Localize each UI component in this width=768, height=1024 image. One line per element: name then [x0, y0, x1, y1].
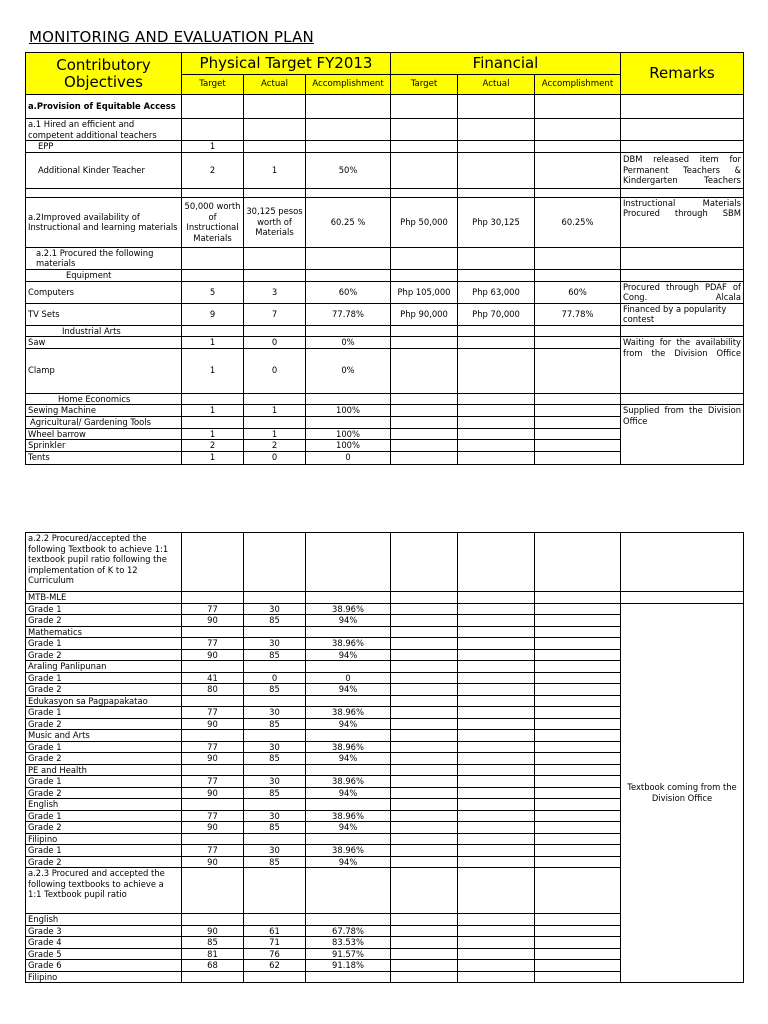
phys-accomplishment [306, 764, 391, 776]
phys-actual: 62 [244, 960, 306, 972]
row-label: English [26, 914, 182, 926]
header-physical: Physical Target FY2013 [182, 53, 391, 75]
row-label: a.2.3 Procured and accepted the following textbooks to achieve a 1:1 Textbook pupil ratio [26, 868, 182, 914]
phys-actual: 0 [244, 672, 306, 684]
phys-accomplishment: 38.96% [306, 603, 391, 615]
row-label: Grade 3 [26, 925, 182, 937]
table-row [26, 247, 744, 269]
remarks: Procured through PDAF of Cong. Alcala [621, 281, 744, 303]
phys-actual: 1 [244, 405, 306, 417]
phys-accomplishment: 100% [306, 428, 391, 440]
header-phys-accomplishment: Accomplishment [306, 75, 391, 95]
phys-target: 90 [182, 856, 244, 868]
phys-actual: 71 [244, 937, 306, 949]
fin-target: Php 50,000 [391, 197, 458, 247]
phys-target [182, 661, 244, 673]
phys-accomplishment: 38.96% [306, 810, 391, 822]
phys-target: 90 [182, 753, 244, 765]
phys-actual: 1 [244, 152, 306, 188]
phys-actual: 85 [244, 684, 306, 696]
row-label: Industrial Arts [26, 325, 182, 337]
phys-actual [244, 833, 306, 845]
phys-target [182, 626, 244, 638]
phys-target: 90 [182, 649, 244, 661]
header-remarks: Remarks [621, 53, 744, 95]
table-row [26, 281, 744, 303]
remarks: Waiting for the availability from the Division Office [621, 337, 744, 394]
phys-actual: 85 [244, 649, 306, 661]
row-label: Grade 2 [26, 787, 182, 799]
phys-target: 5 [182, 281, 244, 303]
row-label: Grade 5 [26, 948, 182, 960]
fin-actual: Php 30,125 [458, 197, 535, 247]
row-label: Equipment [26, 269, 182, 281]
phys-target: 77 [182, 603, 244, 615]
phys-target: 85 [182, 937, 244, 949]
phys-accomplishment: 94% [306, 822, 391, 834]
phys-actual: 30 [244, 707, 306, 719]
row-label: PE and Health [26, 764, 182, 776]
phys-actual: 30 [244, 845, 306, 857]
row-label: Tents [26, 451, 182, 464]
row-label: Grade 1 [26, 603, 182, 615]
phys-accomplishment: 0% [306, 337, 391, 349]
table-row [26, 303, 744, 325]
phys-actual [244, 799, 306, 811]
phys-target: 2 [182, 440, 244, 452]
phys-accomplishment: 38.96% [306, 741, 391, 753]
row-label: Grade 2 [26, 684, 182, 696]
phys-actual: 30 [244, 810, 306, 822]
row-label: Filipino [26, 833, 182, 845]
phys-accomplishment [306, 833, 391, 845]
row-label: Music and Arts [26, 730, 182, 742]
document-title: MONITORING AND EVALUATION PLAN [29, 28, 314, 46]
phys-actual: 30 [244, 741, 306, 753]
row-label: Sewing Machine [26, 405, 182, 417]
remarks: Supplied from the Division Office [621, 405, 744, 465]
row-label: English [26, 799, 182, 811]
row-label: Grade 2 [26, 718, 182, 730]
phys-accomplishment: 60% [306, 281, 391, 303]
phys-accomplishment: 94% [306, 649, 391, 661]
remarks: Instructional Materials Procured through SBM [621, 197, 744, 247]
phys-actual [244, 764, 306, 776]
phys-accomplishment: 94% [306, 615, 391, 627]
table-row [26, 95, 744, 119]
phys-actual: 30 [244, 776, 306, 788]
table-row [26, 405, 744, 417]
phys-target [182, 764, 244, 776]
table-row [26, 119, 744, 141]
phys-target: 2 [182, 152, 244, 188]
phys-accomplishment: 83.53% [306, 937, 391, 949]
phys-actual: 85 [244, 822, 306, 834]
phys-target [182, 971, 244, 983]
phys-target [182, 833, 244, 845]
phys-actual: 61 [244, 925, 306, 937]
phys-actual: 76 [244, 948, 306, 960]
row-label: Additional Kinder Teacher [26, 152, 182, 188]
row-label: Saw [26, 337, 182, 349]
table-row [26, 269, 744, 281]
row-label: Grade 1 [26, 672, 182, 684]
row-label: Grade 6 [26, 960, 182, 972]
row-label: Home Economics [26, 393, 182, 405]
phys-accomplishment: 91.18% [306, 960, 391, 972]
phys-accomplishment: 100% [306, 405, 391, 417]
phys-actual: 85 [244, 718, 306, 730]
phys-target: 50,000 worth of Instructional Materials [182, 197, 244, 247]
row-label: Computers [26, 281, 182, 303]
fin-accomplishment: 60.25% [535, 197, 621, 247]
header-fin-accomplishment: Accomplishment [535, 75, 621, 95]
row-label: Wheel barrow [26, 428, 182, 440]
row-label: Edukasyon sa Pagpapakatao [26, 695, 182, 707]
phys-target: 77 [182, 810, 244, 822]
phys-accomplishment: 38.96% [306, 845, 391, 857]
phys-target: 9 [182, 303, 244, 325]
table-row [26, 603, 744, 615]
phys-accomplishment: 38.96% [306, 638, 391, 650]
phys-actual [244, 592, 306, 604]
phys-accomplishment [306, 730, 391, 742]
phys-target: 90 [182, 925, 244, 937]
textbook-table [25, 532, 744, 983]
row-label: Grade 1 [26, 741, 182, 753]
row-label: Grade 4 [26, 937, 182, 949]
row-label: Grade 2 [26, 615, 182, 627]
phys-accomplishment: 100% [306, 440, 391, 452]
phys-actual: 85 [244, 753, 306, 765]
phys-target: 77 [182, 845, 244, 857]
row-label: Araling Panlipunan [26, 661, 182, 673]
phys-accomplishment [306, 592, 391, 604]
phys-accomplishment: 94% [306, 753, 391, 765]
row-label: Grade 1 [26, 845, 182, 857]
phys-target: 77 [182, 707, 244, 719]
table-row [26, 325, 744, 337]
phys-actual: 85 [244, 787, 306, 799]
phys-accomplishment: 67.78% [306, 925, 391, 937]
table-row [26, 197, 744, 247]
phys-actual [244, 971, 306, 983]
table-row [26, 393, 744, 405]
header-phys-actual: Actual [244, 75, 306, 95]
phys-accomplishment: 94% [306, 718, 391, 730]
phys-actual: 3 [244, 281, 306, 303]
phys-target [182, 592, 244, 604]
remarks: Textbook coming from the Division Office [621, 603, 744, 983]
fin-target: Php 105,000 [391, 281, 458, 303]
table-row [26, 188, 744, 197]
phys-accomplishment: 0% [306, 348, 391, 393]
header-financial: Financial [391, 53, 621, 75]
phys-target: 1 [182, 405, 244, 417]
phys-accomplishment: 0 [306, 451, 391, 464]
phys-target [182, 799, 244, 811]
phys-actual: 85 [244, 856, 306, 868]
table-row [26, 152, 744, 188]
row-label: MTB-MLE [26, 592, 182, 604]
row-label: Grade 2 [26, 753, 182, 765]
phys-target: 1 [182, 428, 244, 440]
phys-accomplishment: 38.96% [306, 776, 391, 788]
fin-actual: Php 70,000 [458, 303, 535, 325]
phys-accomplishment: 91.57% [306, 948, 391, 960]
phys-accomplishment: 50% [306, 152, 391, 188]
row-label: EPP [26, 141, 182, 153]
header-fin-target: Target [391, 75, 458, 95]
phys-actual: 2 [244, 440, 306, 452]
phys-accomplishment: 94% [306, 787, 391, 799]
row-label: Sprinkler [26, 440, 182, 452]
row-label: Grade 2 [26, 856, 182, 868]
phys-accomplishment: 94% [306, 684, 391, 696]
row-label: Clamp [26, 348, 182, 393]
phys-actual [244, 730, 306, 742]
phys-target: 1 [182, 337, 244, 349]
table-row [26, 592, 744, 604]
row-label: Grade 2 [26, 649, 182, 661]
phys-actual [244, 695, 306, 707]
phys-target: 80 [182, 684, 244, 696]
phys-actual: 85 [244, 615, 306, 627]
phys-accomplishment [306, 971, 391, 983]
phys-accomplishment [306, 626, 391, 638]
phys-actual [244, 914, 306, 926]
phys-accomplishment: 38.96% [306, 707, 391, 719]
phys-actual: 0 [244, 337, 306, 349]
phys-accomplishment [306, 695, 391, 707]
fin-accomplishment: 60% [535, 281, 621, 303]
phys-target: 90 [182, 718, 244, 730]
phys-accomplishment: 60.25 % [306, 197, 391, 247]
row-label: Grade 1 [26, 638, 182, 650]
header-objectives: Contributory Objectives [26, 53, 182, 95]
phys-target: 77 [182, 776, 244, 788]
phys-target: 1 [182, 348, 244, 393]
phys-actual: 7 [244, 303, 306, 325]
phys-accomplishment: 0 [306, 672, 391, 684]
phys-actual: 0 [244, 451, 306, 464]
section-heading: a.Provision of Equitable Access [26, 95, 182, 119]
phys-actual: 0 [244, 348, 306, 393]
phys-accomplishment [306, 799, 391, 811]
phys-target: 1 [182, 141, 244, 153]
phys-actual: 30 [244, 603, 306, 615]
table-row [26, 337, 744, 349]
row-label: TV Sets [26, 303, 182, 325]
remarks: Financed by a popularity contest [621, 303, 744, 325]
row-label: a.2.2 Procured/accepted the following Textbook to achieve 1:1 textbook pupil ratio following the implementation of K to 12 Curriculum [26, 533, 182, 592]
phys-target: 90 [182, 787, 244, 799]
row-label: Mathematics [26, 626, 182, 638]
phys-actual [244, 661, 306, 673]
phys-target [182, 914, 244, 926]
phys-accomplishment: 77.78% [306, 303, 391, 325]
phys-actual: 1 [244, 428, 306, 440]
row-label: Grade 1 [26, 707, 182, 719]
table-row [26, 141, 744, 153]
phys-accomplishment: 94% [306, 856, 391, 868]
phys-target: 41 [182, 672, 244, 684]
phys-target: 90 [182, 822, 244, 834]
phys-accomplishment [306, 661, 391, 673]
header-phys-target: Target [182, 75, 244, 95]
phys-target: 81 [182, 948, 244, 960]
phys-actual: 30,125 pesos worth of Materials [244, 197, 306, 247]
remarks: DBM released item for Permanent Teachers & Kindergarten Teachers [621, 152, 744, 188]
row-label: Grade 2 [26, 822, 182, 834]
phys-target [182, 730, 244, 742]
phys-actual [244, 626, 306, 638]
table-row [26, 533, 744, 592]
phys-accomplishment [306, 914, 391, 926]
row-label: Grade 1 [26, 776, 182, 788]
phys-target: 1 [182, 451, 244, 464]
row-label: Grade 1 [26, 810, 182, 822]
phys-target: 77 [182, 638, 244, 650]
fin-actual: Php 63,000 [458, 281, 535, 303]
header-fin-actual: Actual [458, 75, 535, 95]
row-label: a.1 Hired an efficient and competent additional teachers [26, 119, 182, 141]
monitoring-table [25, 52, 744, 465]
phys-target: 77 [182, 741, 244, 753]
row-label: a.2Improved availability of Instructional and learning materials [26, 197, 182, 247]
fin-accomplishment: 77.78% [535, 303, 621, 325]
row-label: Agricultural/ Gardening Tools [26, 417, 182, 429]
phys-actual: 30 [244, 638, 306, 650]
phys-target: 68 [182, 960, 244, 972]
fin-target: Php 90,000 [391, 303, 458, 325]
phys-target: 90 [182, 615, 244, 627]
row-label: Filipino [26, 971, 182, 983]
phys-target [182, 695, 244, 707]
row-label: a.2.1 Procured the following materials [26, 247, 182, 269]
